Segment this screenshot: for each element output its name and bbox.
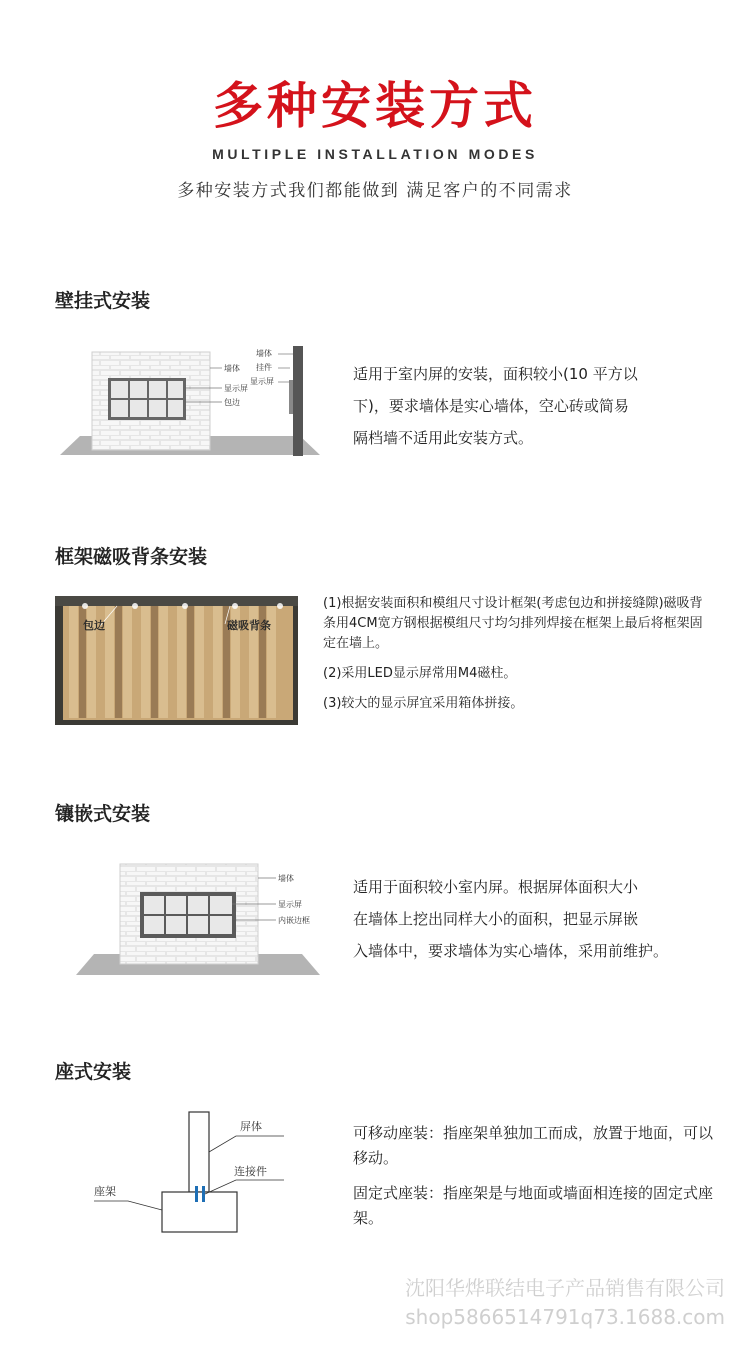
leader-screen (209, 1136, 284, 1152)
desc-line: 在墙体上挖出同样大小的面积，把显示屏嵌 (353, 910, 639, 928)
wall-mount-diagram (60, 340, 330, 465)
desc-line: 适用于室内屏的安装，面积较小(10 平方以 (353, 365, 638, 383)
page-subtitle-cn: 多种安装方式我们都能做到 满足客户的不同需求 (177, 181, 573, 201)
desc-line: 隔档墙不适用此安装方式。 (353, 429, 534, 447)
screen-body-shape (189, 1112, 209, 1192)
page-subtitle-en: MULTIPLE INSTALLATION MODES (212, 146, 538, 162)
watermark-shop-url: shop5866514791q73.1688.com (405, 1305, 725, 1329)
label-inner-frame: 内嵌边框 (278, 916, 310, 925)
label-base: 座架 (94, 1185, 116, 1198)
wall-mount-description (353, 358, 713, 454)
embedded-diagram (76, 856, 326, 981)
side-screen-shape (289, 380, 293, 414)
label-connector: 连接件 (234, 1165, 267, 1178)
label-wall-side: 墙体 (256, 349, 272, 358)
label-screen-body: 屏体 (240, 1120, 262, 1133)
label-hanger: 挂件 (256, 363, 272, 372)
stand-description (353, 1121, 713, 1231)
embedded-description (353, 871, 733, 967)
label-screen-side: 显示屏 (250, 377, 274, 386)
desc-paragraph: 可移动座装：指座架单独加工而成，放置于地面，可以移动。 (353, 1124, 714, 1167)
watermark-company: 沈阳华烨联结电子产品销售有限公司 (405, 1276, 725, 1300)
base-stand-shape (162, 1192, 237, 1232)
magnetic-frame-description (323, 594, 708, 724)
magnetic-frame-photo (55, 596, 298, 725)
label-screen: 显示屏 (278, 900, 302, 909)
label-wall: 墙体 (224, 364, 240, 373)
stand-diagram (88, 1106, 300, 1238)
desc-paragraph: 固定式座装：指座架是与地面或墙面相连接的固定式座架。 (353, 1184, 714, 1227)
connector-right (202, 1186, 205, 1202)
section-title-embedded: 镶嵌式安装 (55, 803, 151, 825)
desc-paragraph: (2)采用LED显示屏常用M4磁柱。 (323, 666, 517, 681)
page-title: 多种安装方式 (213, 77, 537, 135)
label-screen: 显示屏 (224, 384, 248, 393)
desc-line: 下)，要求墙体是实心墙体，空心砖或简易 (353, 397, 629, 415)
desc-line: 适用于面积较小室内屏。根据屏体面积大小 (353, 878, 639, 896)
photo-label-edge: 包边 (83, 619, 105, 632)
section-title-wall-mount: 壁挂式安装 (55, 290, 151, 312)
label-wall: 墙体 (278, 874, 294, 883)
desc-paragraph: (1)根据安装面积和模组尺寸设计框架(考虑包边和拼接缝隙)磁吸背条用4CM宽方钢根据模组尺寸均匀排列焊接在框架上最后将框架固定在墙上。 (323, 596, 703, 651)
side-wall-shape (293, 346, 303, 456)
photo-label-magnetic: 磁吸背条 (227, 619, 271, 632)
leader-base (94, 1201, 162, 1210)
desc-line: 入墙体中，要求墙体为实心墙体，采用前维护。 (353, 942, 669, 960)
label-edge: 包边 (224, 398, 240, 407)
connector-left (195, 1186, 198, 1202)
section-title-magnetic-frame: 框架磁吸背条安装 (55, 546, 208, 568)
desc-paragraph: (3)较大的显示屏宜采用箱体拼接。 (323, 696, 524, 711)
top-frame (55, 596, 298, 606)
section-title-stand: 座式安装 (55, 1061, 132, 1083)
